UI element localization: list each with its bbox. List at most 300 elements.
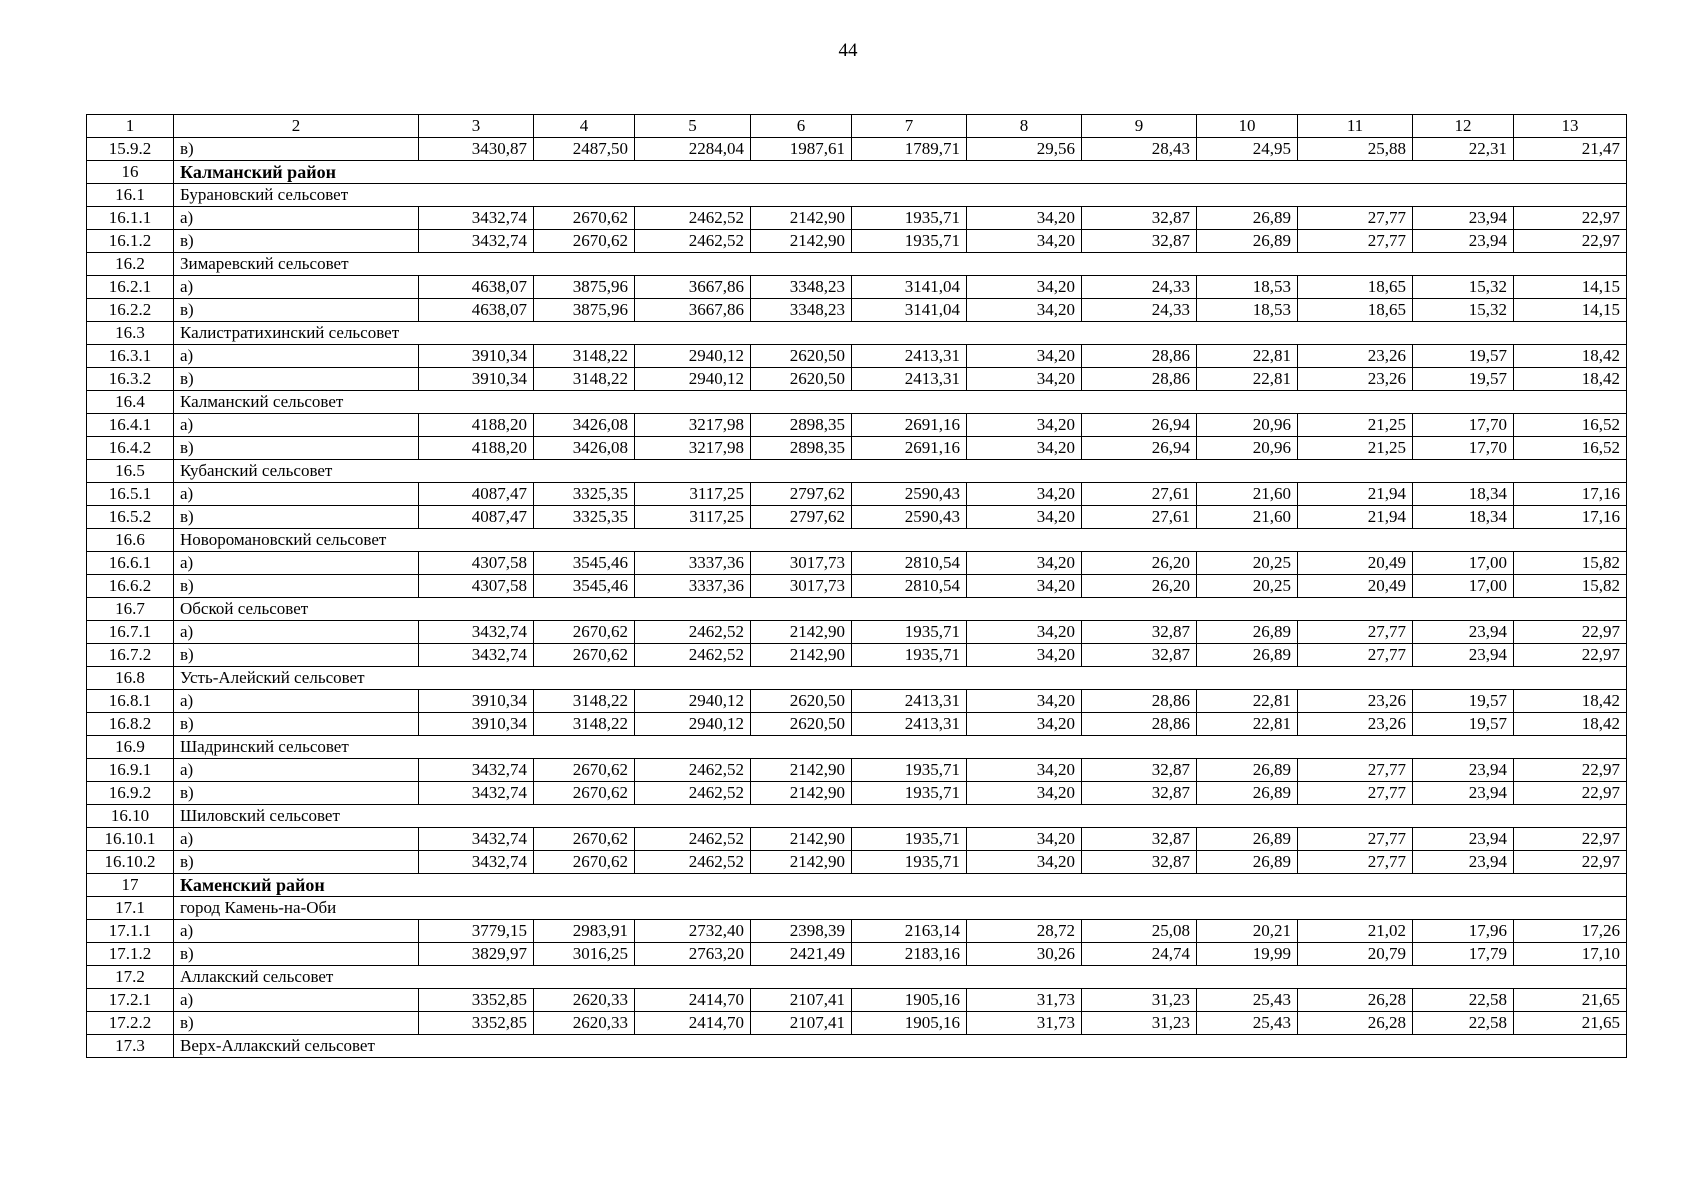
value-cell: 26,94: [1082, 414, 1197, 437]
value-cell: 27,61: [1082, 506, 1197, 529]
value-cell: 27,77: [1298, 828, 1413, 851]
value-cell: 3779,15: [419, 920, 534, 943]
value-cell: 3875,96: [534, 299, 635, 322]
value-cell: 26,89: [1197, 621, 1298, 644]
row-number-cell: 17.1.2: [87, 943, 174, 966]
row-number-cell: 17.1: [87, 897, 174, 920]
value-cell: 2142,90: [751, 644, 852, 667]
value-cell: 2940,12: [635, 713, 751, 736]
value-cell: 2620,50: [751, 713, 852, 736]
table-row: [87, 644, 1627, 667]
value-cell: 26,89: [1197, 207, 1298, 230]
value-cell: 26,89: [1197, 759, 1298, 782]
value-cell: 30,26: [967, 943, 1082, 966]
value-cell: 2670,62: [534, 644, 635, 667]
value-cell: 21,65: [1514, 989, 1627, 1012]
table-row: [87, 299, 1627, 322]
value-cell: 3141,04: [852, 276, 967, 299]
value-cell: 2107,41: [751, 1012, 852, 1035]
value-cell: 2142,90: [751, 621, 852, 644]
table-row: [87, 276, 1627, 299]
section-title-cell: Шадринский сельсовет: [174, 736, 1627, 759]
row-number-cell: 16.4.2: [87, 437, 174, 460]
value-cell: 27,77: [1298, 851, 1413, 874]
value-cell: 32,87: [1082, 828, 1197, 851]
row-label-cell: в): [174, 368, 419, 391]
value-cell: 19,99: [1197, 943, 1298, 966]
value-cell: 1935,71: [852, 621, 967, 644]
value-cell: 34,20: [967, 644, 1082, 667]
section-header-row: [87, 529, 1627, 552]
value-cell: 2414,70: [635, 989, 751, 1012]
value-cell: 2810,54: [852, 575, 967, 598]
section-title-cell: Шиловский сельсовет: [174, 805, 1627, 828]
value-cell: 3117,25: [635, 483, 751, 506]
value-cell: 21,60: [1197, 506, 1298, 529]
value-cell: 15,82: [1514, 575, 1627, 598]
value-cell: 27,77: [1298, 644, 1413, 667]
value-cell: 34,20: [967, 207, 1082, 230]
value-cell: 3148,22: [534, 345, 635, 368]
value-cell: 3352,85: [419, 989, 534, 1012]
value-cell: 34,20: [967, 368, 1082, 391]
value-cell: 2462,52: [635, 759, 751, 782]
value-cell: 3910,34: [419, 345, 534, 368]
value-cell: 34,20: [967, 759, 1082, 782]
value-cell: 21,02: [1298, 920, 1413, 943]
value-cell: 4638,07: [419, 299, 534, 322]
value-cell: 32,87: [1082, 207, 1197, 230]
row-label-cell: а): [174, 483, 419, 506]
value-cell: 3910,34: [419, 368, 534, 391]
value-cell: 21,65: [1514, 1012, 1627, 1035]
value-cell: 3348,23: [751, 299, 852, 322]
value-cell: 3432,74: [419, 759, 534, 782]
value-cell: 1789,71: [852, 138, 967, 161]
value-cell: 1935,71: [852, 828, 967, 851]
value-cell: 34,20: [967, 276, 1082, 299]
table-row: [87, 345, 1627, 368]
value-cell: 21,94: [1298, 506, 1413, 529]
value-cell: 21,25: [1298, 414, 1413, 437]
section-header-row: [87, 736, 1627, 759]
column-header: 4: [534, 115, 635, 138]
row-number-cell: 16.9.2: [87, 782, 174, 805]
value-cell: 27,77: [1298, 230, 1413, 253]
value-cell: 3545,46: [534, 552, 635, 575]
value-cell: 34,20: [967, 713, 1082, 736]
value-cell: 26,89: [1197, 851, 1298, 874]
row-number-cell: 17.3: [87, 1035, 174, 1058]
value-cell: 27,61: [1082, 483, 1197, 506]
section-header-row: [87, 253, 1627, 276]
value-cell: 2983,91: [534, 920, 635, 943]
section-title-cell: Каменский район: [174, 874, 1627, 897]
value-cell: 17,10: [1514, 943, 1627, 966]
value-cell: 4307,58: [419, 575, 534, 598]
row-number-cell: 17.2.1: [87, 989, 174, 1012]
value-cell: 24,74: [1082, 943, 1197, 966]
value-cell: 23,26: [1298, 690, 1413, 713]
value-cell: 23,26: [1298, 713, 1413, 736]
section-title-cell: Верх-Аллакский сельсовет: [174, 1035, 1627, 1058]
value-cell: 23,94: [1413, 828, 1514, 851]
value-cell: 22,97: [1514, 230, 1627, 253]
section-header-row: [87, 322, 1627, 345]
value-cell: 32,87: [1082, 851, 1197, 874]
value-cell: 15,32: [1413, 276, 1514, 299]
district-header-row: [87, 161, 1627, 184]
value-cell: 17,79: [1413, 943, 1514, 966]
value-cell: 2670,62: [534, 782, 635, 805]
value-cell: 2462,52: [635, 621, 751, 644]
row-number-cell: 16.9: [87, 736, 174, 759]
section-header-row: [87, 598, 1627, 621]
value-cell: 3667,86: [635, 276, 751, 299]
section-header-row: [87, 460, 1627, 483]
value-cell: 20,25: [1197, 575, 1298, 598]
value-cell: 3352,85: [419, 1012, 534, 1035]
value-cell: 2691,16: [852, 414, 967, 437]
row-label-cell: а): [174, 920, 419, 943]
value-cell: 34,20: [967, 230, 1082, 253]
row-number-cell: 16.3.1: [87, 345, 174, 368]
column-header: 3: [419, 115, 534, 138]
value-cell: 22,97: [1514, 621, 1627, 644]
row-number-cell: 16.7.2: [87, 644, 174, 667]
value-cell: 2620,50: [751, 690, 852, 713]
value-cell: 34,20: [967, 506, 1082, 529]
value-cell: 2732,40: [635, 920, 751, 943]
value-cell: 3545,46: [534, 575, 635, 598]
column-header: 13: [1514, 115, 1627, 138]
row-number-cell: 16.8: [87, 667, 174, 690]
section-title-cell: город Камень-на-Оби: [174, 897, 1627, 920]
value-cell: 27,77: [1298, 782, 1413, 805]
value-cell: 1905,16: [852, 989, 967, 1012]
row-number-cell: 17.1.1: [87, 920, 174, 943]
column-header: 8: [967, 115, 1082, 138]
value-cell: 23,94: [1413, 644, 1514, 667]
row-number-cell: 16.10.1: [87, 828, 174, 851]
section-title-cell: Аллакский сельсовет: [174, 966, 1627, 989]
table-row: [87, 1012, 1627, 1035]
value-cell: 3432,74: [419, 621, 534, 644]
value-cell: 22,31: [1413, 138, 1514, 161]
row-number-cell: 16.2: [87, 253, 174, 276]
header-row: [87, 115, 1627, 138]
value-cell: 3432,74: [419, 782, 534, 805]
row-label-cell: а): [174, 345, 419, 368]
value-cell: 27,77: [1298, 759, 1413, 782]
table-row: [87, 920, 1627, 943]
value-cell: 26,28: [1298, 989, 1413, 1012]
value-cell: 2183,16: [852, 943, 967, 966]
value-cell: 2797,62: [751, 483, 852, 506]
value-cell: 3117,25: [635, 506, 751, 529]
value-cell: 22,81: [1197, 713, 1298, 736]
value-cell: 17,00: [1413, 552, 1514, 575]
value-cell: 22,97: [1514, 851, 1627, 874]
table-row: [87, 851, 1627, 874]
value-cell: 3432,74: [419, 230, 534, 253]
section-title-cell: Кубанский сельсовет: [174, 460, 1627, 483]
value-cell: 34,20: [967, 483, 1082, 506]
value-cell: 3426,08: [534, 437, 635, 460]
table-row: [87, 943, 1627, 966]
value-cell: 3829,97: [419, 943, 534, 966]
value-cell: 3667,86: [635, 299, 751, 322]
row-label-cell: в): [174, 506, 419, 529]
section-title-cell: Усть-Алейский сельсовет: [174, 667, 1627, 690]
row-label-cell: а): [174, 989, 419, 1012]
row-number-cell: 16.3: [87, 322, 174, 345]
row-label-cell: а): [174, 828, 419, 851]
table-row: [87, 414, 1627, 437]
row-label-cell: в): [174, 299, 419, 322]
value-cell: 22,97: [1514, 782, 1627, 805]
value-cell: 2142,90: [751, 828, 852, 851]
column-header: 2: [174, 115, 419, 138]
row-number-cell: 16.3.2: [87, 368, 174, 391]
value-cell: 17,70: [1413, 437, 1514, 460]
value-cell: 2142,90: [751, 851, 852, 874]
value-cell: 3875,96: [534, 276, 635, 299]
value-cell: 3432,74: [419, 644, 534, 667]
value-cell: 3426,08: [534, 414, 635, 437]
value-cell: 2620,50: [751, 368, 852, 391]
value-cell: 28,86: [1082, 368, 1197, 391]
value-cell: 1935,71: [852, 207, 967, 230]
value-cell: 2670,62: [534, 759, 635, 782]
value-cell: 26,94: [1082, 437, 1197, 460]
value-cell: 34,20: [967, 552, 1082, 575]
value-cell: 29,56: [967, 138, 1082, 161]
value-cell: 22,58: [1413, 989, 1514, 1012]
value-cell: 23,94: [1413, 851, 1514, 874]
value-cell: 18,42: [1514, 690, 1627, 713]
value-cell: 1935,71: [852, 230, 967, 253]
value-cell: 2462,52: [635, 230, 751, 253]
value-cell: 18,42: [1514, 368, 1627, 391]
value-cell: 2670,62: [534, 828, 635, 851]
tariff-table: [86, 114, 1627, 1058]
value-cell: 2670,62: [534, 621, 635, 644]
value-cell: 32,87: [1082, 782, 1197, 805]
row-number-cell: 17.2.2: [87, 1012, 174, 1035]
value-cell: 2414,70: [635, 1012, 751, 1035]
value-cell: 2763,20: [635, 943, 751, 966]
row-label-cell: а): [174, 414, 419, 437]
value-cell: 18,65: [1298, 276, 1413, 299]
value-cell: 34,20: [967, 575, 1082, 598]
value-cell: 32,87: [1082, 230, 1197, 253]
value-cell: 17,70: [1413, 414, 1514, 437]
value-cell: 28,86: [1082, 713, 1197, 736]
value-cell: 2142,90: [751, 207, 852, 230]
row-number-cell: 16.8.1: [87, 690, 174, 713]
value-cell: 17,26: [1514, 920, 1627, 943]
value-cell: 19,57: [1413, 690, 1514, 713]
section-title-cell: Калманский сельсовет: [174, 391, 1627, 414]
row-number-cell: 16.5.1: [87, 483, 174, 506]
value-cell: 34,20: [967, 690, 1082, 713]
row-label-cell: в): [174, 644, 419, 667]
value-cell: 2462,52: [635, 644, 751, 667]
row-number-cell: 16.7: [87, 598, 174, 621]
value-cell: 19,57: [1413, 713, 1514, 736]
value-cell: 2620,33: [534, 1012, 635, 1035]
value-cell: 1935,71: [852, 644, 967, 667]
row-label-cell: в): [174, 851, 419, 874]
value-cell: 18,34: [1413, 506, 1514, 529]
value-cell: 14,15: [1514, 276, 1627, 299]
value-cell: 1935,71: [852, 782, 967, 805]
value-cell: 27,77: [1298, 621, 1413, 644]
value-cell: 34,20: [967, 621, 1082, 644]
value-cell: 34,20: [967, 345, 1082, 368]
table-row: [87, 552, 1627, 575]
value-cell: 20,25: [1197, 552, 1298, 575]
section-title-cell: Калистратихинский сельсовет: [174, 322, 1627, 345]
value-cell: 22,97: [1514, 644, 1627, 667]
value-cell: 20,79: [1298, 943, 1413, 966]
table-row: [87, 207, 1627, 230]
value-cell: 2413,31: [852, 345, 967, 368]
value-cell: 20,49: [1298, 575, 1413, 598]
row-label-cell: в): [174, 230, 419, 253]
value-cell: 2691,16: [852, 437, 967, 460]
value-cell: 21,60: [1197, 483, 1298, 506]
value-cell: 31,23: [1082, 1012, 1197, 1035]
section-header-row: [87, 897, 1627, 920]
value-cell: 3148,22: [534, 368, 635, 391]
value-cell: 3217,98: [635, 437, 751, 460]
value-cell: 26,89: [1197, 782, 1298, 805]
row-label-cell: в): [174, 138, 419, 161]
value-cell: 2398,39: [751, 920, 852, 943]
column-header: 7: [852, 115, 967, 138]
value-cell: 2670,62: [534, 851, 635, 874]
value-cell: 4087,47: [419, 506, 534, 529]
row-number-cell: 16.4: [87, 391, 174, 414]
value-cell: 4638,07: [419, 276, 534, 299]
value-cell: 1905,16: [852, 1012, 967, 1035]
value-cell: 2898,35: [751, 414, 852, 437]
table-row: [87, 828, 1627, 851]
value-cell: 3337,36: [635, 552, 751, 575]
value-cell: 3217,98: [635, 414, 751, 437]
value-cell: 3017,73: [751, 575, 852, 598]
value-cell: 18,53: [1197, 276, 1298, 299]
value-cell: 2590,43: [852, 483, 967, 506]
section-title-cell: Зимаревский сельсовет: [174, 253, 1627, 276]
row-number-cell: 15.9.2: [87, 138, 174, 161]
section-title-cell: Обской сельсовет: [174, 598, 1627, 621]
row-number-cell: 16.2.1: [87, 276, 174, 299]
value-cell: 2421,49: [751, 943, 852, 966]
value-cell: 20,96: [1197, 437, 1298, 460]
row-label-cell: а): [174, 276, 419, 299]
table-row: [87, 989, 1627, 1012]
value-cell: 14,15: [1514, 299, 1627, 322]
section-header-row: [87, 667, 1627, 690]
value-cell: 2284,04: [635, 138, 751, 161]
value-cell: 22,81: [1197, 368, 1298, 391]
value-cell: 1935,71: [852, 851, 967, 874]
value-cell: 23,94: [1413, 782, 1514, 805]
value-cell: 19,57: [1413, 368, 1514, 391]
value-cell: 22,58: [1413, 1012, 1514, 1035]
column-header: 1: [87, 115, 174, 138]
section-header-row: [87, 184, 1627, 207]
value-cell: 3432,74: [419, 828, 534, 851]
value-cell: 22,97: [1514, 759, 1627, 782]
row-label-cell: в): [174, 1012, 419, 1035]
value-cell: 20,96: [1197, 414, 1298, 437]
value-cell: 32,87: [1082, 759, 1197, 782]
value-cell: 34,20: [967, 828, 1082, 851]
value-cell: 22,81: [1197, 345, 1298, 368]
value-cell: 18,53: [1197, 299, 1298, 322]
value-cell: 2107,41: [751, 989, 852, 1012]
row-number-cell: 16.5.2: [87, 506, 174, 529]
row-number-cell: 16.10.2: [87, 851, 174, 874]
value-cell: 2940,12: [635, 345, 751, 368]
row-number-cell: 16.10: [87, 805, 174, 828]
column-header: 5: [635, 115, 751, 138]
row-number-cell: 16.8.2: [87, 713, 174, 736]
value-cell: 18,34: [1413, 483, 1514, 506]
value-cell: 2462,52: [635, 851, 751, 874]
value-cell: 25,43: [1197, 989, 1298, 1012]
table-row: [87, 690, 1627, 713]
value-cell: 24,33: [1082, 276, 1197, 299]
value-cell: 16,52: [1514, 414, 1627, 437]
value-cell: 2413,31: [852, 713, 967, 736]
table-row: [87, 230, 1627, 253]
row-label-cell: в): [174, 713, 419, 736]
row-number-cell: 16.4.1: [87, 414, 174, 437]
value-cell: 26,20: [1082, 575, 1197, 598]
value-cell: 18,42: [1514, 345, 1627, 368]
row-number-cell: 16.5: [87, 460, 174, 483]
column-header: 12: [1413, 115, 1514, 138]
row-label-cell: в): [174, 437, 419, 460]
row-number-cell: 16.6: [87, 529, 174, 552]
value-cell: 2810,54: [852, 552, 967, 575]
value-cell: 2898,35: [751, 437, 852, 460]
value-cell: 20,49: [1298, 552, 1413, 575]
value-cell: 4188,20: [419, 437, 534, 460]
row-number-cell: 16.6.2: [87, 575, 174, 598]
value-cell: 31,73: [967, 989, 1082, 1012]
value-cell: 23,26: [1298, 368, 1413, 391]
table-row: [87, 759, 1627, 782]
value-cell: 16,52: [1514, 437, 1627, 460]
value-cell: 21,25: [1298, 437, 1413, 460]
value-cell: 3910,34: [419, 690, 534, 713]
value-cell: 3148,22: [534, 713, 635, 736]
value-cell: 1935,71: [852, 759, 967, 782]
value-cell: 25,88: [1298, 138, 1413, 161]
value-cell: 28,72: [967, 920, 1082, 943]
table-row: [87, 138, 1627, 161]
row-label-cell: а): [174, 690, 419, 713]
value-cell: 4087,47: [419, 483, 534, 506]
value-cell: 24,95: [1197, 138, 1298, 161]
column-header: 11: [1298, 115, 1413, 138]
